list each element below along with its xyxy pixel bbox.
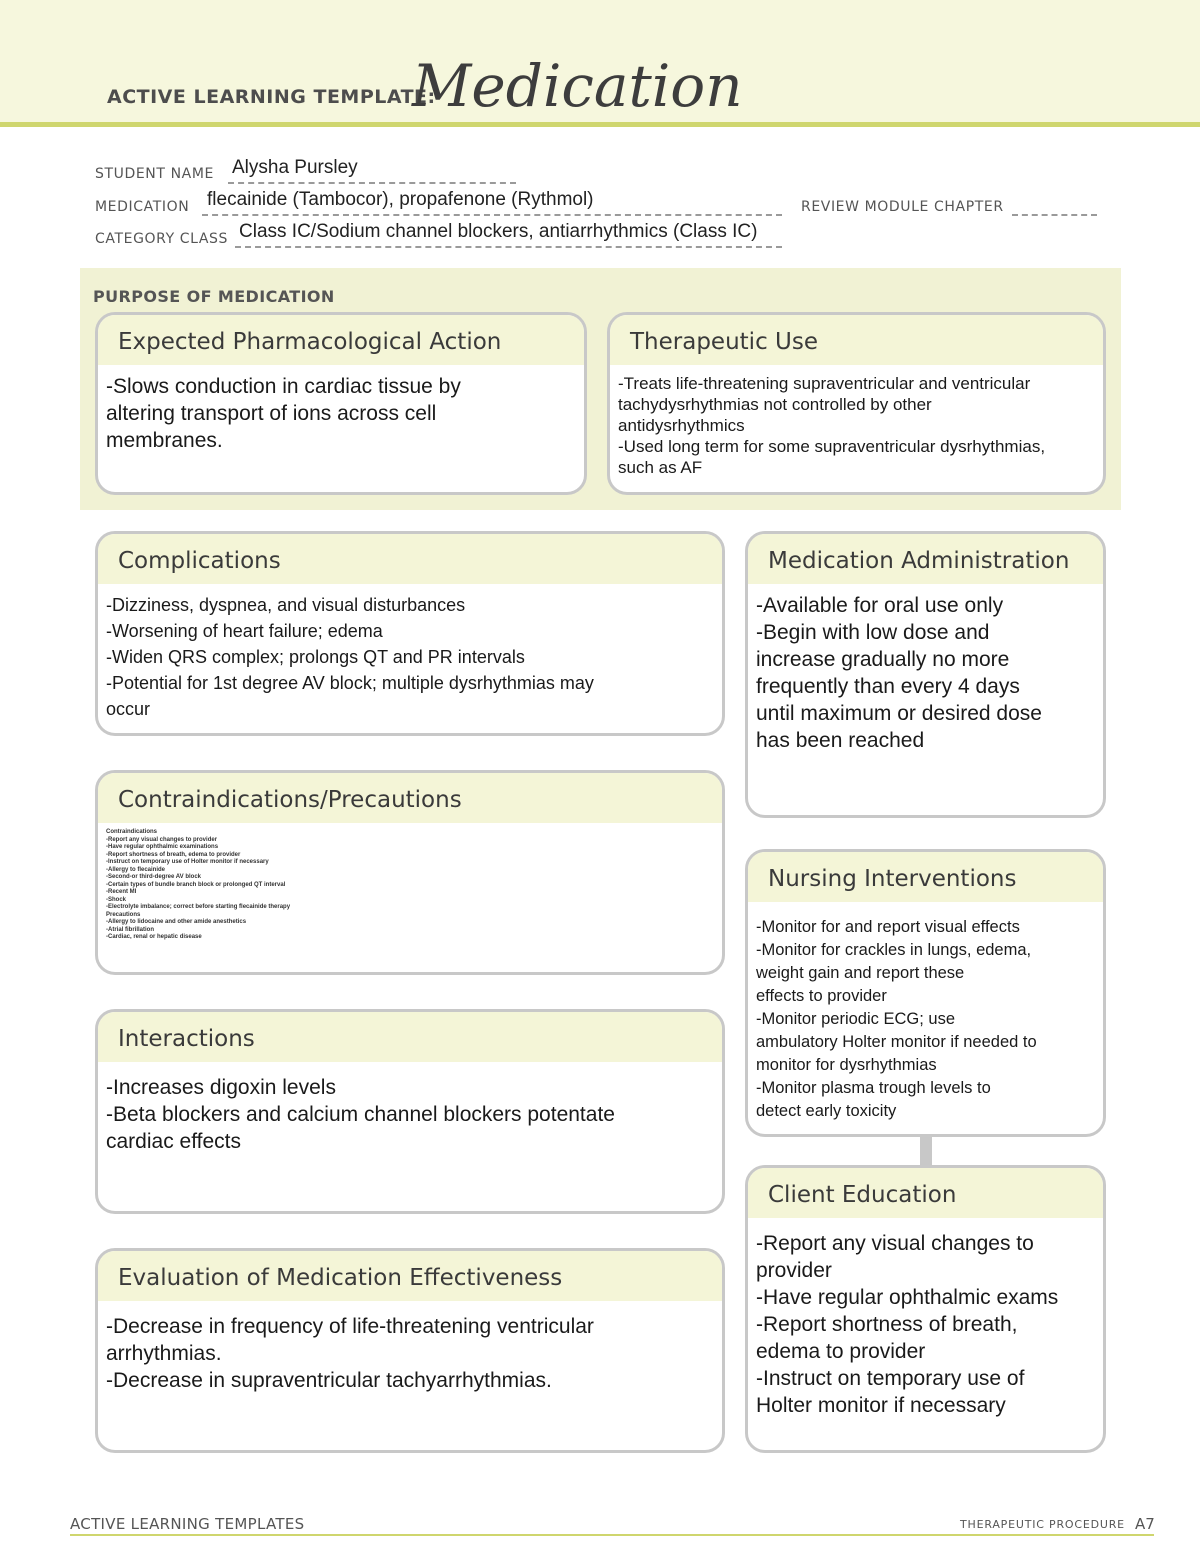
- text-line: -Have regular ophthalmic exams: [756, 1286, 1059, 1309]
- contraindications-title: Contraindications/Precautions: [98, 773, 722, 823]
- interactions-text[interactable]: [98, 1062, 722, 1155]
- text-line: -Monitor for crackles in lungs, edema,: [756, 941, 1032, 959]
- text-line: Precautions: [106, 911, 141, 918]
- text-line: -Worsening of heart failure; edema: [106, 621, 383, 641]
- contraindications-card: [95, 770, 725, 975]
- text-line: detect early toxicity: [756, 1102, 897, 1120]
- text-line: occur: [106, 699, 151, 719]
- text-line: -Slows conduction in cardiac tissue by: [106, 375, 461, 398]
- medication-administration-card: [745, 531, 1106, 818]
- text-line: cardiac effects: [106, 1130, 242, 1153]
- text-line: until maximum or desired dose: [756, 702, 1042, 725]
- footer-rule: [70, 1534, 1154, 1536]
- expected-action-text[interactable]: [98, 365, 584, 454]
- expected-action-card: [95, 312, 587, 495]
- expected-action-title: Expected Pharmacological Action: [98, 315, 584, 365]
- text-line: -Widen QRS complex; prolongs QT and PR intervals: [106, 647, 525, 667]
- text-line: -Recent MI: [106, 889, 137, 895]
- evaluation-card: [95, 1248, 725, 1453]
- footer-page-code: A7: [1135, 1515, 1155, 1533]
- client-education-title: Client Education: [748, 1168, 1103, 1218]
- therapeutic-use-title: Therapeutic Use: [610, 315, 1103, 365]
- evaluation-text[interactable]: [98, 1301, 722, 1394]
- nursing-interventions-title: Nursing Interventions: [748, 852, 1103, 902]
- client-education-text[interactable]: [748, 1218, 1103, 1419]
- text-line: antidysrhythmics: [618, 416, 745, 435]
- nursing-interventions-text[interactable]: [748, 902, 1103, 1123]
- text-line: -Atrial fibrillation: [106, 926, 154, 933]
- text-line: Holter monitor if necessary: [756, 1394, 1006, 1417]
- text-line: altering transport of ions across cell: [106, 402, 437, 425]
- text-line: -Report any visual changes to provider: [106, 836, 218, 843]
- text-line: has been reached: [756, 729, 925, 752]
- student-name-label: STUDENT NAME: [95, 166, 214, 182]
- medication-field[interactable]: flecainide (Tambocor), propafenone (Rythmol): [207, 189, 594, 210]
- complications-title: Complications: [98, 534, 722, 584]
- text-line: -Allergy to lidocaine and other amide anesthetics: [106, 919, 247, 925]
- interactions-title: Interactions: [98, 1012, 722, 1062]
- template-label: ACTIVE LEARNING TEMPLATE:: [107, 86, 436, 108]
- therapeutic-use-text[interactable]: [610, 365, 1103, 485]
- text-line: -Beta blockers and calcium channel blockers potentate: [106, 1103, 615, 1126]
- text-line: -Decrease in supraventricular tachyarrhythmias.: [106, 1369, 552, 1392]
- medication-label: MEDICATION: [95, 199, 190, 215]
- text-line: monitor for dysrhythmias: [756, 1056, 937, 1074]
- text-line: provider: [756, 1259, 832, 1282]
- medication-line: [202, 214, 782, 216]
- text-line: -Used long term for some supraventricular dysrhythmias,: [618, 437, 1046, 456]
- text-line: -Electrolyte imbalance; correct before starting flecainide therapy: [106, 904, 291, 910]
- text-line: -Report any visual changes to: [756, 1232, 1034, 1255]
- text-line: -Available for oral use only: [756, 594, 1004, 617]
- footer-right-text: THERAPEUTIC PROCEDURE: [960, 1518, 1125, 1531]
- text-line: such as AF: [618, 458, 703, 477]
- evaluation-title: Evaluation of Medication Effectiveness: [98, 1251, 722, 1301]
- text-line: -Cardiac, renal or hepatic disease: [106, 934, 202, 940]
- text-line: -Dizziness, dyspnea, and visual disturbances: [106, 595, 466, 615]
- footer-left-text: ACTIVE LEARNING TEMPLATES: [70, 1515, 305, 1533]
- text-line: increase gradually no more: [756, 648, 1010, 671]
- medication-administration-text[interactable]: [748, 584, 1103, 754]
- text-line: membranes.: [106, 429, 223, 452]
- nursing-interventions-card: [745, 849, 1106, 1137]
- therapeutic-use-card: [607, 312, 1106, 495]
- text-line: -Report shortness of breath,: [756, 1313, 1018, 1336]
- text-line: ambulatory Holter monitor if needed to: [756, 1033, 1037, 1051]
- text-line: -Monitor plasma trough levels to: [756, 1079, 991, 1097]
- text-line: edema to provider: [756, 1340, 926, 1363]
- text-line: tachydysrhythmias not controlled by other: [618, 395, 932, 414]
- review-module-label: REVIEW MODULE CHAPTER: [801, 199, 1004, 215]
- contraindications-text[interactable]: [98, 823, 722, 964]
- text-line: -Increases digoxin levels: [106, 1076, 336, 1099]
- text-line: -Instruct on temporary use of: [756, 1367, 1025, 1390]
- complications-text[interactable]: [98, 584, 722, 730]
- client-education-card: [745, 1165, 1106, 1453]
- purpose-label: PURPOSE OF MEDICATION: [93, 287, 335, 306]
- text-line: effects to provider: [756, 987, 887, 1005]
- text-line: frequently than every 4 days: [756, 675, 1020, 698]
- review-module-field[interactable]: [1012, 214, 1097, 216]
- text-line: -Treats life-threatening supraventricular and ventricular: [618, 374, 1031, 393]
- text-line: -Monitor for and report visual effects: [756, 918, 1020, 936]
- text-line: weight gain and report these: [756, 964, 965, 982]
- text-line: -Instruct on temporary use of Holter monitor if necessary: [106, 859, 269, 865]
- category-class-field[interactable]: Class IC/Sodium channel blockers, antiarrhythmics (Class IC): [239, 221, 758, 242]
- text-line: -Report shortness of breath, edema to provider: [106, 851, 241, 858]
- text-line: -Have regular ophthalmic examinations: [106, 844, 219, 850]
- category-class-line: [235, 246, 782, 248]
- complications-card: [95, 531, 725, 736]
- page-title: Medication: [412, 52, 743, 120]
- text-line: -Second-or third-degree AV block: [106, 874, 202, 880]
- text-line: Contraindications: [106, 829, 158, 835]
- student-name-line: [228, 182, 516, 184]
- text-line: arrhythmias.: [106, 1342, 222, 1365]
- card-connector: [920, 1135, 932, 1165]
- medication-administration-title: Medication Administration: [748, 534, 1103, 584]
- text-line: -Begin with low dose and: [756, 621, 990, 644]
- text-line: -Shock: [106, 896, 127, 903]
- text-line: -Monitor periodic ECG; use: [756, 1010, 955, 1028]
- text-line: -Potential for 1st degree AV block; multiple dysrhythmias may: [106, 673, 594, 693]
- student-name-field[interactable]: Alysha Pursley: [232, 157, 358, 178]
- text-line: -Certain types of bundle branch block or prolonged QT interval: [106, 881, 286, 888]
- text-line: -Allergy to flecainide: [106, 866, 166, 873]
- interactions-card: [95, 1009, 725, 1214]
- category-class-label: CATEGORY CLASS: [95, 231, 229, 247]
- text-line: -Decrease in frequency of life-threatening ventricular: [106, 1315, 594, 1338]
